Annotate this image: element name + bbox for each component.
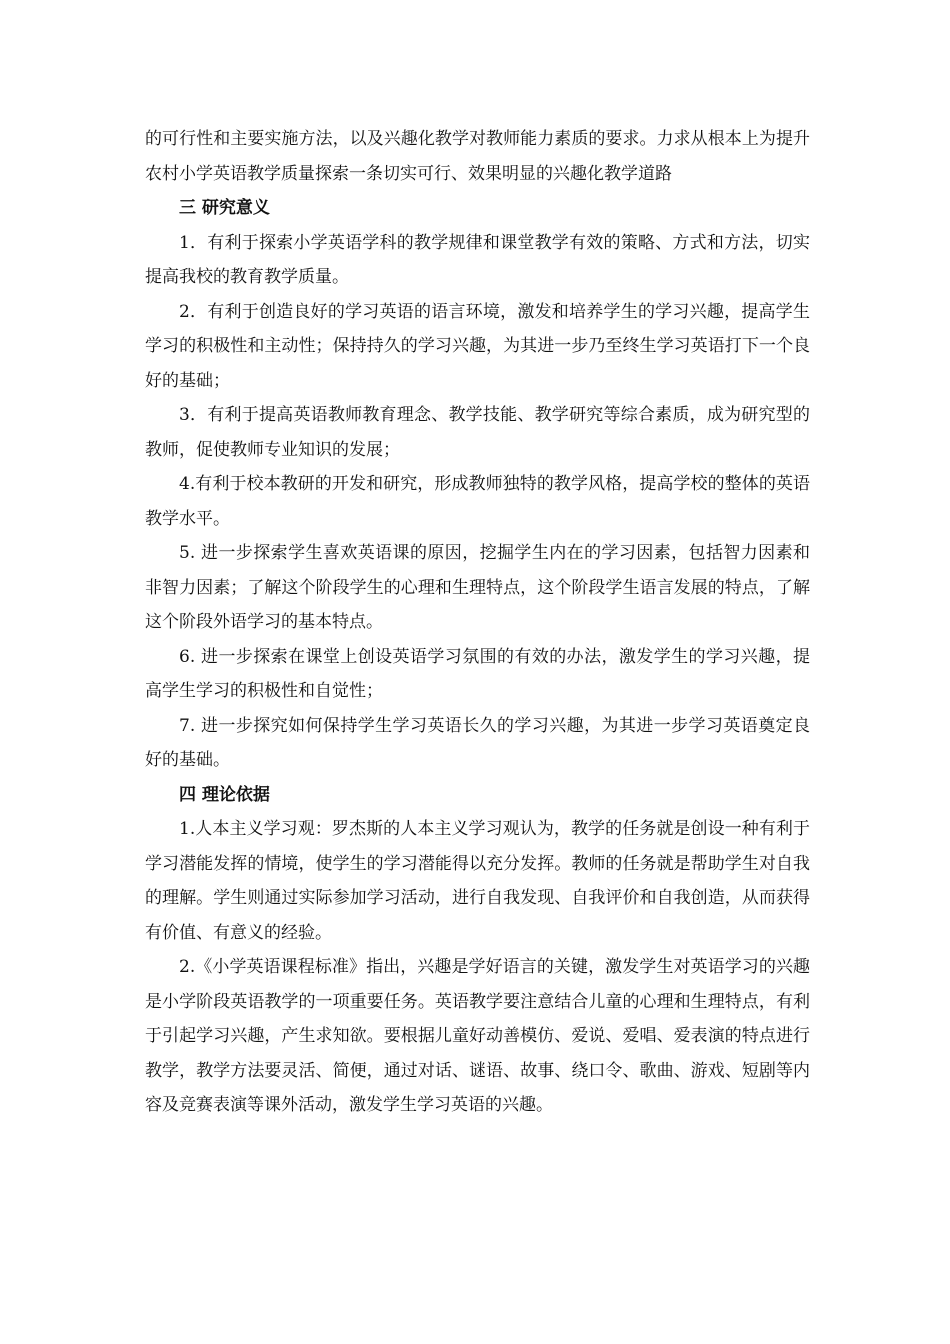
paragraph-significance-6: 6. 进一步探索在课堂上创设英语学习氛围的有效的办法，激发学生的学习兴趣，提高学生学习的积极性和自觉性； xyxy=(145,646,810,701)
document-body xyxy=(145,122,810,1123)
paragraph-significance-2: 2．有利于创造良好的学习英语的语言环境，激发和培养学生的学习兴趣，提高学生学习的积极性和主动性；保持持久的学习兴趣，为其进一步乃至终生学习英语打下一个良好的基础； xyxy=(145,301,810,391)
paragraph-significance-5: 5. 进一步探索学生喜欢英语课的原因，挖掘学生内在的学习因素，包括智力因素和非智力因素；了解这个阶段学生的心理和生理特点，这个阶段学生语言发展的特点，了解这个阶段外语学习的基本特点。 xyxy=(145,543,810,632)
paragraph-intro-continuation: 的可行性和主要实施方法，以及兴趣化教学对教师能力素质的要求。力求从根本上为提升农村小学英语教学质量探索一条切实可行、效果明显的兴趣化教学道路 xyxy=(145,129,810,184)
paragraph-significance-3: 3．有利于提高英语教师教育理念、教学技能、教学研究等综合素质，成为研究型的教师，促使教师专业知识的发展； xyxy=(145,405,810,460)
paragraph-significance-1: 1．有利于探索小学英语学科的教学规律和课堂教学有效的策略、方式和方法，切实提高我校的教育教学质量。 xyxy=(145,232,810,287)
section-heading-research-significance: 三 研究意义 xyxy=(179,198,270,218)
paragraph-significance-4: 4.有利于校本教研的开发和研究，形成教师独特的教学风格，提高学校的整体的英语教学水平。 xyxy=(145,474,810,529)
section-heading-theoretical-basis: 四 理论依据 xyxy=(179,784,270,805)
paragraph-theory-2: 2.《小学英语课程标准》指出，兴趣是学好语言的关键，激发学生对英语学习的兴趣是小学阶段英语教学的一项重要任务。英语教学要注意结合儿童的心理和生理特点，有利于引起学习兴趣，产生求知欲。要根据儿童好动善模仿、爱说、爱唱、爱表演的特点进行教学，教学方法要灵活、简便，通过对话、谜语、故事、绕口令、歌曲、游戏、短剧等内容及竞赛表演等课外活动，激发学生学习英语的兴趣。 xyxy=(145,957,810,1115)
paragraph-theory-1: 1.人本主义学习观：罗杰斯的人本主义学习观认为，教学的任务就是创设一种有利于学习潜能发挥的情境，使学生的学习潜能得以充分发挥。教师的任务就是帮助学生对自我的理解。学生则通过实际参加学习活动，进行自我发现、自我评价和自我创造，从而获得有价值、有意义的经验。 xyxy=(145,819,810,943)
paragraph-significance-7: 7. 进一步探究如何保持学生学习英语长久的学习兴趣，为其进一步学习英语奠定良好的基础。 xyxy=(145,715,810,770)
